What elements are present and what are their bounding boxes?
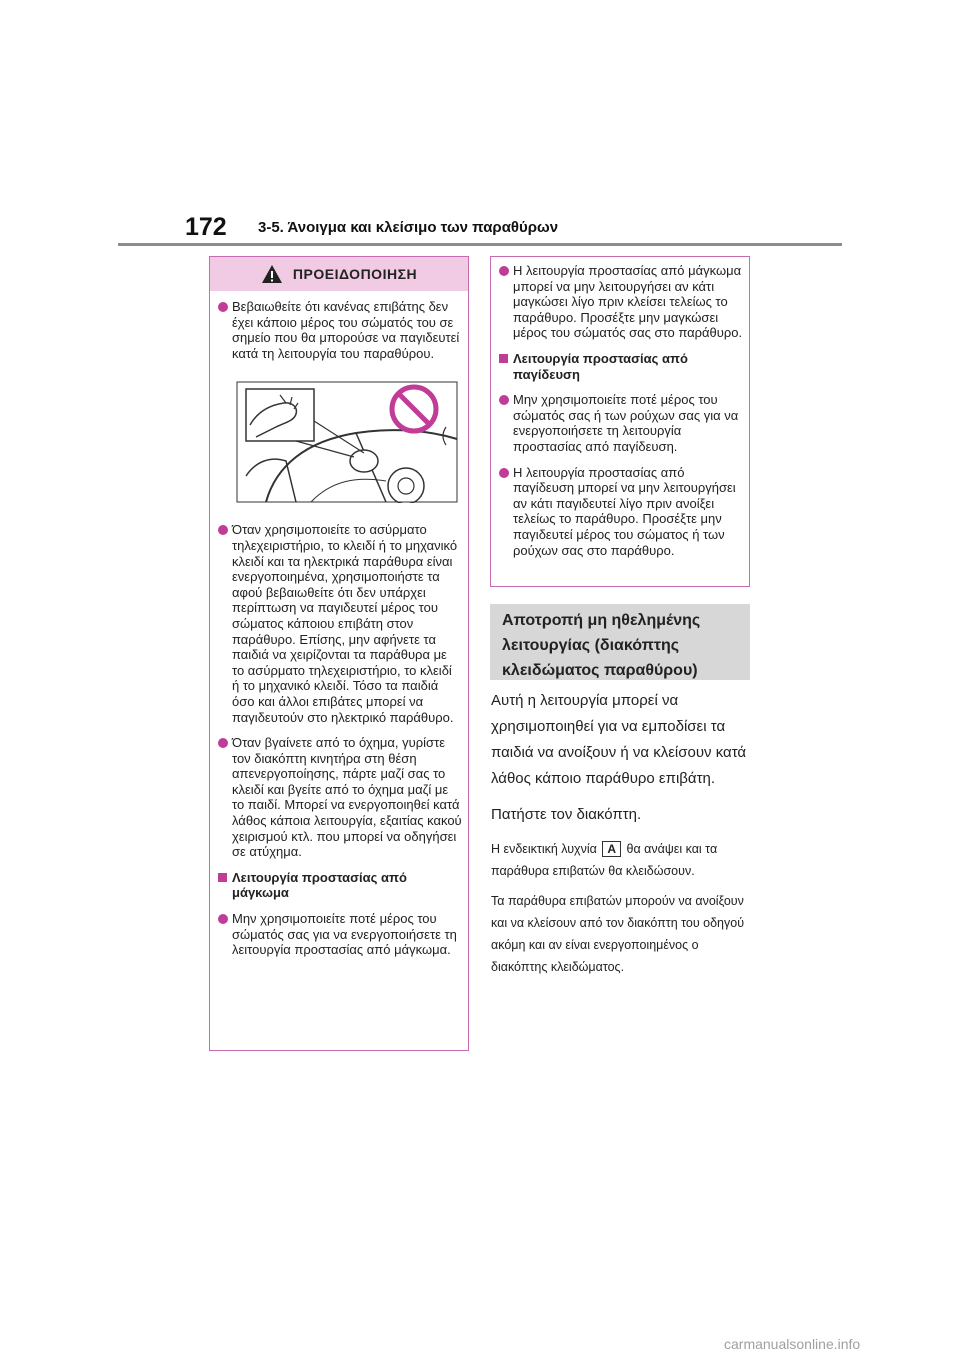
- warning-item-text: Βεβαιωθείτε ότι κανένας επιβάτης δεν έχει κάποιο μέρος του σώματός του σε σημείο που θα μπορούσε να παγιδευτεί κατά τη λειτουργία του παραθύρου.: [232, 299, 460, 361]
- warning-item-text: Μην χρησιμοποιείτε ποτέ μέρος του σώματός σας για να ενεργοποιήσετε τη λειτουργία προστασίας από μάγκωμα.: [232, 911, 457, 958]
- warning-item: [218, 735, 462, 860]
- indicator-text-after: θα ανάψει και τα παράθυρα επιβατών θα κλειδώσουν.: [491, 842, 718, 878]
- intro-paragraph: Αυτή η λειτουργία μπορεί να χρησιμοποιηθεί για να εμποδίσει τα παιδιά να ανοίξουν ή να κλείσουν κατά λάθος κάποιο παράθυρο επιβάτη.: [491, 692, 747, 787]
- warning-box-left: [209, 256, 469, 1051]
- bullet-icon: [218, 525, 228, 535]
- square-bullet-icon: [218, 873, 227, 882]
- warning-box-right: [490, 256, 750, 587]
- watermark: carmanualsonline.info: [724, 1336, 861, 1352]
- section-body: [491, 688, 753, 986]
- warning-subheading: [218, 870, 462, 901]
- warning-item: [499, 465, 743, 559]
- section-title: 3-5. Άνοιγμα και κλείσιμο των παραθύρων: [258, 219, 559, 236]
- warning-item-text: Η λειτουργία προστασίας από παγίδευση μπορεί να μην λειτουργήσει αν κάτι παγιδευτεί λίγο πριν ανοίξει τελείως το παράθυρο. Προσέξτε μην παγιδευτεί μέρος του σώματος ή των ρούχων σας στο παράθυρο.: [513, 464, 736, 558]
- warning-header: [210, 257, 468, 291]
- note-paragraph: Τα παράθυρα επιβατών μπορούν να ανοίξουν και να κλείσουν από τον διακόπτη του οδηγού ακόμη και αν είναι ενεργοποιημένος ο διακόπτης κλειδώματος.: [491, 894, 745, 974]
- bullet-icon: [218, 302, 228, 312]
- warning-item: [499, 392, 743, 454]
- square-bullet-icon: [499, 354, 508, 363]
- warning-item: [218, 299, 462, 361]
- warning-item-text: Η λειτουργία προστασίας από μάγκωμα μπορεί να μην λειτουργήσει αν κάτι μαγκώσει λίγο πριν κλείσει τελείως το παράθυρο. Προσέξτε μην μαγκώσει μέρος του σώματός σας στο παράθυρο.: [513, 263, 743, 341]
- warning-item: [499, 263, 743, 341]
- indicator-paragraph: [491, 838, 753, 882]
- bullet-icon: [218, 738, 228, 748]
- bullet-icon: [499, 266, 509, 276]
- warning-subheading: [499, 351, 743, 382]
- indicator-a-badge: A: [602, 841, 621, 857]
- warning-item-text: Μην χρησιμοποιείτε ποτέ μέρος του σώματός σας ή των ρούχων σας για να ενεργοποιήσετε τη λειτουργία προστασίας από παγίδευση.: [513, 392, 739, 454]
- warning-item: [218, 911, 462, 958]
- warning-triangle-icon: [261, 264, 283, 284]
- warning-title: ΠΡΟΕΙΔΟΠΟΙΗΣΗ: [292, 266, 418, 282]
- section-heading: Αποτροπή μη ηθελημένης λειτουργίας (διακόπτης κλειδώματος παραθύρου): [490, 604, 750, 680]
- warning-item-text: Όταν βγαίνετε από το όχημα, γυρίστε τον διακόπτη κινητήρα στη θέση απενεργοποίησης, πάρτε μαζί σας το κλειδί και βγείτε από το όχημα μαζί με το παιδί. Μπορεί να ενεργοποιηθεί κατά λάθος κάποια λειτουργία, εξαιτίας κακού χειρισμού κτλ. που μπορεί να οδηγήσει σε ατύχημα.: [232, 735, 462, 860]
- warning-item: [218, 522, 462, 725]
- bullet-icon: [499, 468, 509, 478]
- warning-subheading-text: Λειτουργία προστασίας από παγίδευση: [513, 350, 688, 382]
- indicator-text-before: Η ενδεικτική λυχνία: [491, 842, 597, 856]
- window-pinch-illustration: [236, 381, 458, 503]
- warning-item-text: Όταν χρησιμοποιείτε το ασύρματο τηλεχειριστήριο, το κλειδί ή το μηχανικό κλειδί και τα ηλεκτρικά παράθυρα είναι ενεργοποιημένα, χρησιμοποιήστε τα αφού βεβαιωθείτε ότι δεν υπάρχει περίπτωση να παγιδευτεί μέρος του σώματος κάποιου επιβάτη στον παράθυρο. Επίσης, μην αφήνετε τα παιδιά να χειρίζονται τα παράθυρα με το ασύρματο τηλεχειριστήριο, το κλειδί ή το μηχανικό κλειδί. Τόσο τα παιδιά όσο και άλλοι επιβάτες μπορεί να παγιδευτούν στο ηλεκτρικό παράθυρο.: [232, 522, 458, 725]
- page-number: 172: [185, 213, 227, 241]
- bullet-icon: [218, 914, 228, 924]
- header-divider: [118, 243, 842, 246]
- instruction-paragraph: Πατήστε τον διακόπτη.: [491, 806, 642, 823]
- warning-subheading-text: Λειτουργία προστασίας από μάγκωμα: [232, 869, 407, 901]
- bullet-icon: [499, 395, 509, 405]
